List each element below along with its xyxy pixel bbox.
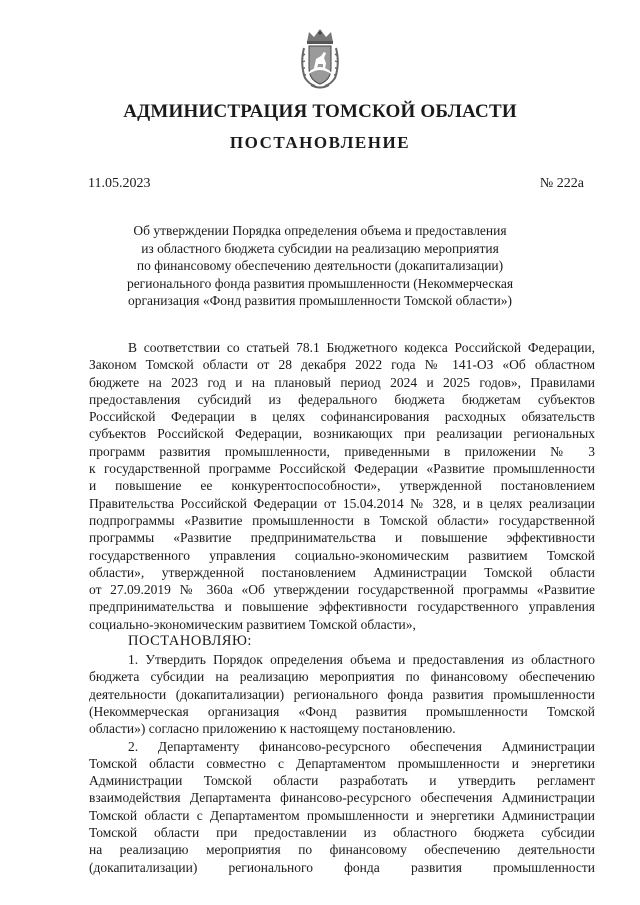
text-line: бюджете на 2023 год и на плановый период 2024 и 2025 годов», Правилами [89,374,595,390]
text-line: предпринимательства и повышение эффективности государственного управления [89,599,595,615]
text-line: 2. Департаменту финансово-ресурсного обеспечения Администрации [128,738,595,754]
text-line: программы «Развитие предпринимательства и повышение эффективности [89,530,595,546]
text-line: В соответствии со статьей 78.1 Бюджетного кодекса Российской Федерации, [128,340,595,355]
text-line: (Некоммерческая организация «Фонд развития промышленности Томской [89,703,595,719]
text-line: и повышение ее конкурентоспособности», утвержденной постановлением [89,478,595,494]
text-line: от 27.09.2019 № 360а «Об утверждении государственной программы «Развитие [89,582,595,598]
organization-name: АДМИНИСТРАЦИЯ ТОМСКОЙ ОБЛАСТИ [123,101,517,122]
title-line: Об утверждении Порядка определения объема и предоставления [133,223,507,238]
title-line: из областного бюджета субсидии на реализацию мероприятия [141,240,499,256]
title-line: по финансовому обеспечению деятельности (докапитализации) [136,258,504,273]
coat-of-arms-icon [299,28,341,90]
text-line: 1. Утвердить Порядок определения объема и предоставления из областного [128,652,595,668]
item-1-paragraph [89,651,595,737]
item-2-paragraph [89,738,595,876]
preamble-paragraph [89,339,595,633]
text-line: бюджета субсидии на реализацию мероприятия по финансовому обеспечению [89,669,595,685]
document-title [100,222,540,310]
text-line: деятельности (докапитализации) регионального фонда развития промышленности [89,686,595,702]
document-body [89,339,595,876]
text-line: субъектов Российской Федерации, возникающих при реализации региональных [89,426,595,442]
document-number: № 222а [539,176,584,191]
text-line: Российской Федерации в целях софинансирования расходных обязательств [89,409,595,425]
text-line: Томской области с Департаментом промышленности и энергетики Администрации [89,807,595,823]
text-line: на реализацию мероприятия по финансовому обеспечению деятельности [89,842,595,858]
text-line: Администрации Томской области разработать и утвердить регламент [89,773,595,789]
text-line: взаимодействия Департамента финансово-ресурсного обеспечения Администрации [89,790,595,806]
text-line: области», утвержденной постановлением Администрации Томской области [89,564,595,580]
text-line: Томской области совместно с Департаментом промышленности и энергетики [89,755,595,771]
text-line: предоставления субсидий из федерального бюджета бюджетам субъектов [89,391,595,407]
text-line: подпрограммы «Развитие промышленности в Томской области» государственной [89,512,595,528]
document-date: 11.05.2023 [88,176,151,191]
text-line: Томской области при предоставлении из областного бюджета субсидии [89,825,595,841]
text-line: Законом Томской области от 28 декабря 2022 года № 141-ОЗ «Об областном [89,357,595,373]
title-line: регионального фонда развития промышленности (Некоммерческая [126,275,514,291]
text-line: социально-экономическим развитием Томской области», [89,616,416,632]
document-type: ПОСТАНОВЛЕНИЕ [229,133,411,152]
text-line: государственного управления социально-экономическим развитием Томской [89,547,595,563]
text-line: области») согласно приложению к настоящему постановлению. [89,721,456,737]
text-line: Правительства Российской Федерации от 15.04.2014 № 328, и в целях реализации [89,495,595,511]
text-line: к государственной программе Российской Федерации «Развитие промышленности [89,461,595,477]
text-line: (докапитализации) регионального фонда развития промышленности [89,859,595,875]
decree-word: ПОСТАНОВЛЯЮ: [128,633,252,650]
title-line: организация «Фонд развития промышленности Томской области») [128,293,512,308]
text-line: программ развития промышленности, приведенными в приложении № 3 [89,443,595,459]
